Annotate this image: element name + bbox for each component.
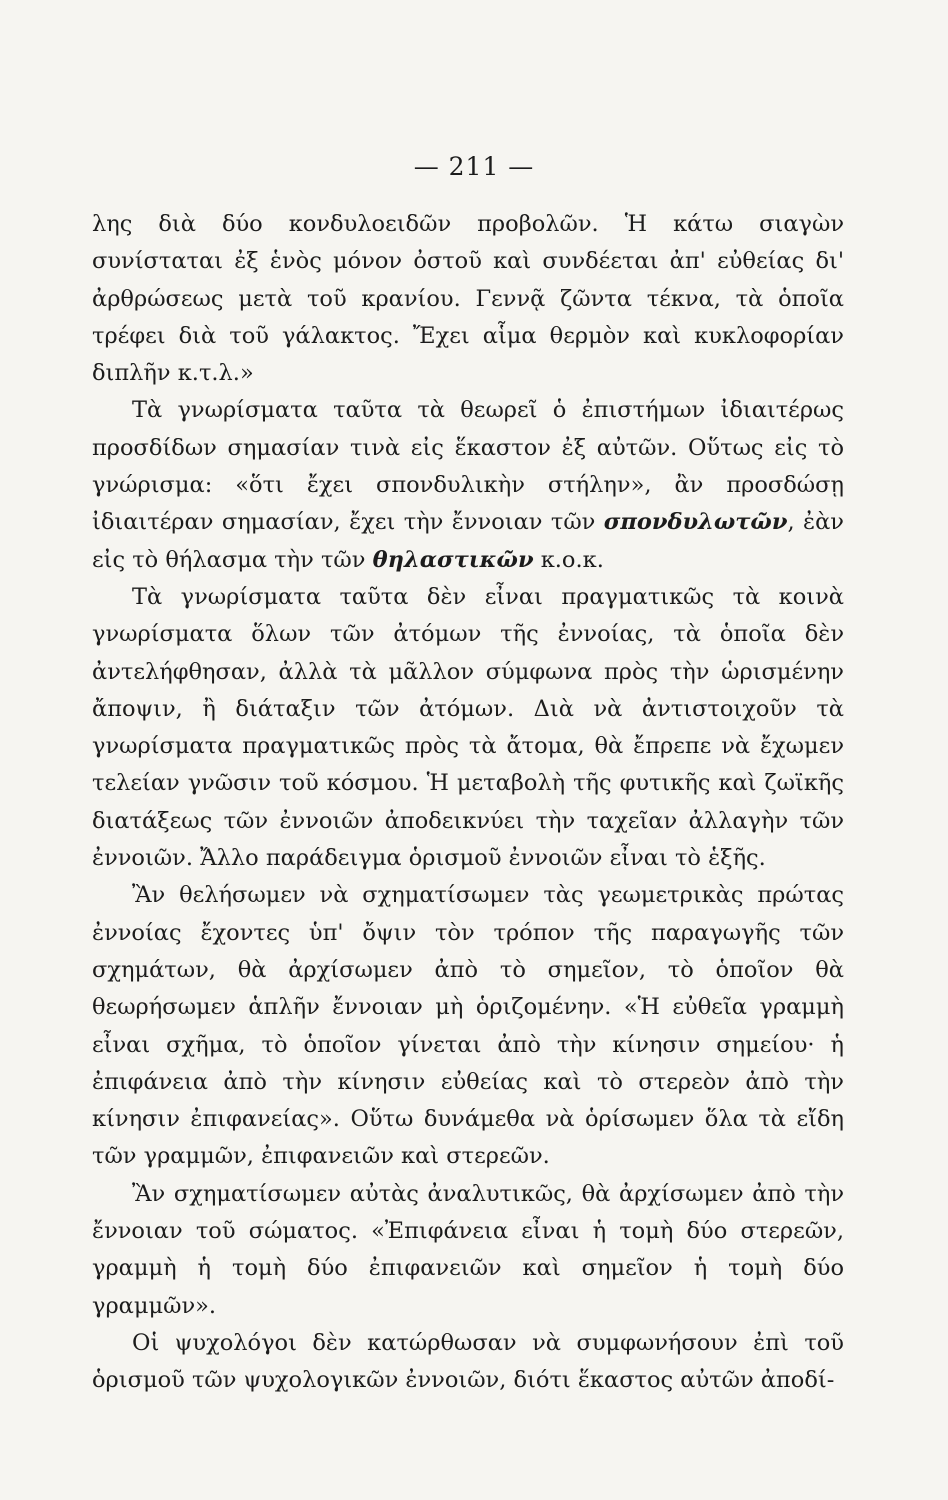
body-text <box>92 206 844 1400</box>
text-segment: λης διὰ δύο κονδυλοειδῶν προβολῶν. Ἡ κάτω σιαγὼν συνίσταται ἐξ ἑνὸς μόνον ὀστοῦ καὶ συνδέεται ἀπ' εὐθείας δι' ἀρθρώσεως μετὰ τοῦ κρανίου. Γεννᾷ ζῶντα τέκνα, τὰ ὁποῖα τρέφει διὰ τοῦ γάλακτος. Ἔχει αἷμα θερμὸν καὶ κυκλοφορίαν διπλῆν κ.τ.λ.» <box>92 211 844 387</box>
text-segment: Οἱ ψυχολόγοι δὲν κατώρθωσαν νὰ συμφωνήσουν ἐπὶ τοῦ ὁρισμοῦ τῶν ψυχολογικῶν ἐννοιῶν, διότι ἕκαστος αὐτῶν ἀποδί- <box>92 1329 844 1394</box>
paragraph-6 <box>92 1325 844 1400</box>
page-number: — 211 — <box>413 152 535 181</box>
text-segment: , ἐὰν εἰς τὸ θήλασμα τὴν τῶν <box>92 509 844 573</box>
paragraph-2 <box>92 392 844 578</box>
text-segment: Τὰ γνωρίσματα ταῦτα τὰ θεωρεῖ ὁ ἐπιστήμων ἰδιαιτέρως προσδίδων σημασίαν τινὰ εἰς ἕκαστον ἐξ αὐτῶν. Οὕτως εἰς τὸ γνώρισμα: «ὅτι ἔχει σπονδυλικὴν στήλην», ἂν προσδώσῃ ἰδιαιτέραν σημασίαν, ἔχει τὴν ἔννοιαν τῶν <box>92 397 844 536</box>
emphasized-term-thilastika: θηλαστικῶν <box>372 546 534 573</box>
paragraph-1 <box>92 206 844 392</box>
text-segment: Τὰ γνωρίσματα ταῦτα δὲν εἶναι πραγματικῶς τὰ κοινὰ γνωρίσματα ὅλων τῶν ἀτόμων τῆς ἐννοίας, τὰ ὁποῖα δὲν ἀντελήφθησαν, ἀλλὰ τὰ μᾶλλον σύμφωνα πρὸς τὴν ὡρισμένην ἄποψιν, ἢ διάταξιν τῶν ἀτόμων. Διὰ νὰ ἀντιστοιχοῦν τὰ γνωρίσματα πραγματικῶς πρὸς τὰ ἄτομα, θὰ ἔπρεπε νὰ ἔχωμεν τελείαν γνῶσιν τοῦ κόσμου. Ἡ μεταβολὴ τῆς φυτικῆς καὶ ζωϊκῆς διατάξεως τῶν ἐννοιῶν ἀποδεικνύει τὴν ταχεῖαν ἀλλαγὴν τῶν ἐννοιῶν. Ἄλλο παράδειγμα ὁρισμοῦ ἐννοιῶν εἶναι τὸ ἑξῆς. <box>92 583 844 872</box>
text-segment: Ἂν σχηματίσωμεν αὐτὰς ἀναλυτικῶς, θὰ ἀρχίσωμεν ἀπὸ τὴν ἔννοιαν τοῦ σώματος. «Ἐπιφάνεια εἶναι ἡ τομὴ δύο στερεῶν, γραμμὴ ἡ τομὴ δύο ἐπιφανειῶν καὶ σημεῖον ἡ τομὴ δύο γραμμῶν». <box>92 1180 844 1319</box>
paragraph-3 <box>92 579 844 877</box>
paragraph-4 <box>92 877 844 1175</box>
paragraph-5 <box>92 1176 844 1325</box>
text-segment: Ἂν θελήσωμεν νὰ σχηματίσωμεν τὰς γεωμετρικὰς πρώτας ἐννοίας ἔχοντες ὑπ' ὄψιν τὸν τρόπον τῆς παραγωγῆς τῶν σχημάτων, θὰ ἀρχίσωμεν ἀπὸ τὸ σημεῖον, τὸ ὁποῖον θὰ θεωρήσωμεν ἁπλῆν ἔννοιαν μὴ ὁριζομένην. «Ἡ εὐθεῖα γραμμὴ εἶναι σχῆμα, τὸ ὁποῖον γίνεται ἀπὸ τὴν κίνησιν σημείου· ἡ ἐπιφάνεια ἀπὸ τὴν κίνησιν εὐθείας καὶ τὸ στερεὸν ἀπὸ τὴν κίνησιν ἐπιφανείας». Οὕτω δυνάμεθα νὰ ὁρίσωμεν ὅλα τὰ εἴδη τῶν γραμμῶν, ἐπιφανειῶν καὶ στερεῶν. <box>92 882 844 1170</box>
text-segment: κ.ο.κ. <box>533 546 604 573</box>
emphasized-term-spondylota: σπονδυλωτῶν <box>603 509 788 536</box>
